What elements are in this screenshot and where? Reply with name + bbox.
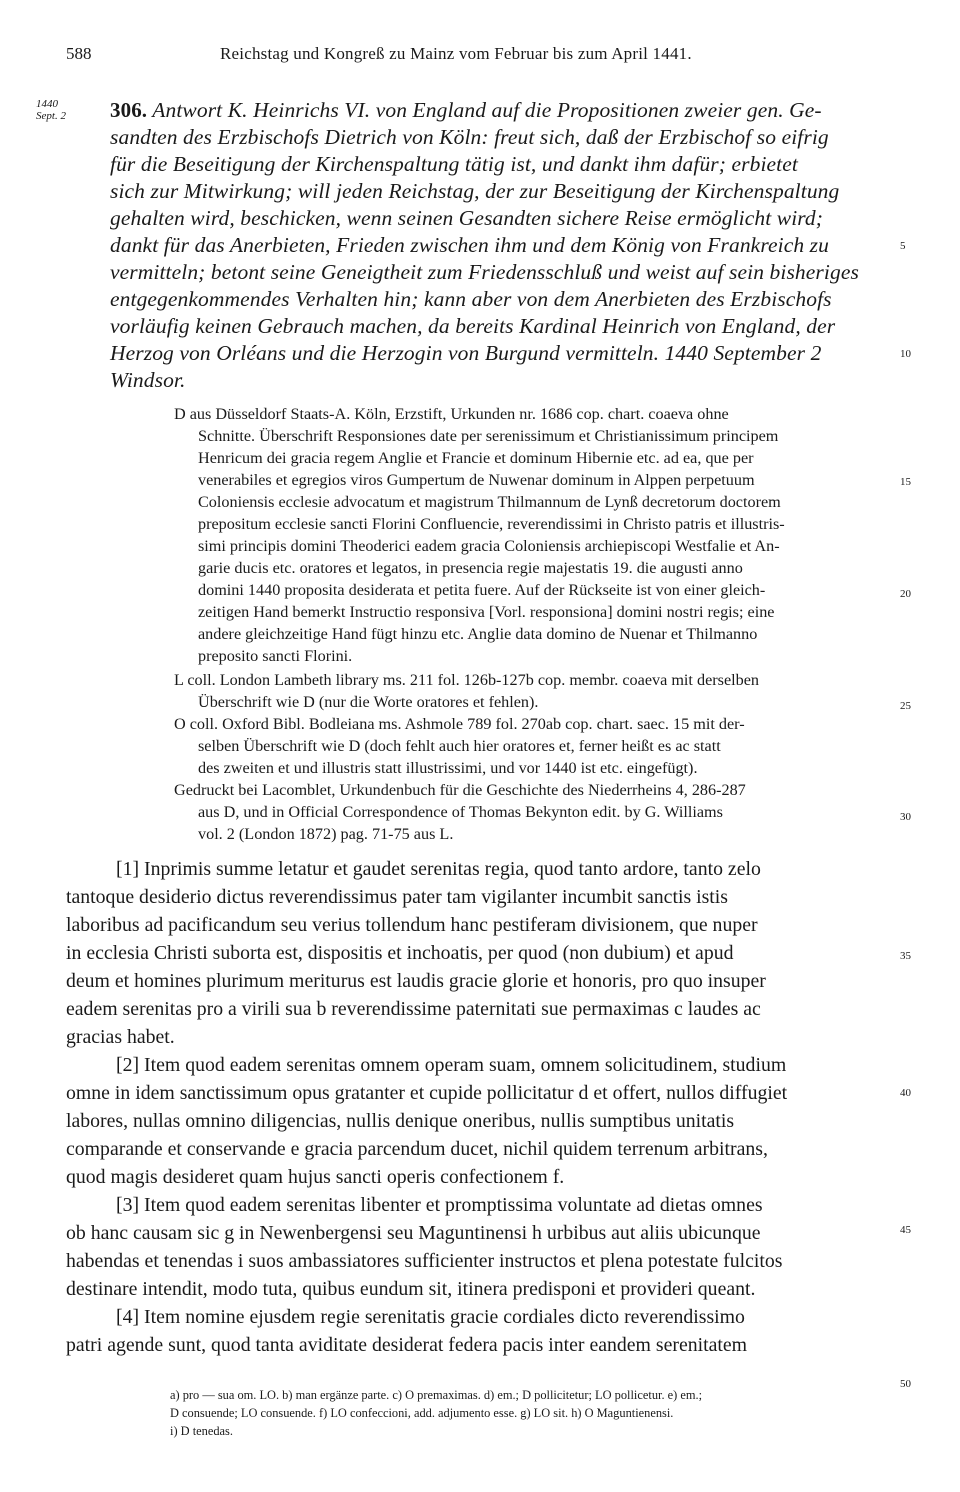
regest-line: sandten des Erzbischofs Dietrich von Köln: freut sich, daß der Erzbischof so eifrig xyxy=(110,125,829,149)
regest-line: vermitteln; betont seine Geneigtheit zum Friedensschluß und weist auf sein bisheriges xyxy=(110,260,859,284)
page-number: 588 xyxy=(66,44,92,63)
text-line: habendas et tenendas i suos ambassiatores sufficienter instructos et plena potestate fulcitos xyxy=(66,1250,783,1272)
line-number: 10 xyxy=(900,348,911,360)
regest-line: sich zur Mitwirkung; will jeden Reichstag, der zur Beseitigung der Kirchenspaltung xyxy=(110,179,840,203)
apparatus-line: Überschrift wie D (nur die Worte oratores et fehlen). xyxy=(198,693,539,711)
apparatus-line: venerabiles et egregios viros Gumpertum de Nuwenar dominum in Alppen perpetuum xyxy=(198,471,755,489)
regest-line: für die Beseitigung der Kirchenspaltung tätig ist, und dankt ihm dafür; erbietet xyxy=(110,152,798,176)
line-number: 20 xyxy=(900,588,911,600)
line-number: 30 xyxy=(900,811,911,823)
line-number: 15 xyxy=(900,476,911,488)
margin-month: Sept. 2 xyxy=(36,110,66,122)
apparatus-line: D aus Düsseldorf Staats-A. Köln, Erzstift, Urkunden nr. 1686 cop. chart. coaeva ohne xyxy=(174,405,729,423)
text-line: patri agende sunt, quod tanta aviditate desiderat federa pacis inter eandem serenitatem xyxy=(66,1334,748,1356)
text-line: ob hanc causam sic g in Newenbergensi seu Maguntinensi h urbibus aut aliis ubicunque xyxy=(66,1222,761,1244)
text-line: destinare intendit, modo tuta, quibus eundum sit, itinera predisponi et provideri queant. xyxy=(66,1278,756,1300)
apparatus-line: aus D, und in Official Correspondence of Thomas Bekynton edit. by G. Williams xyxy=(198,803,723,821)
regest-line-text: Antwort K. Heinrichs VI. von England auf die Propositionen zweier gen. Ge- xyxy=(152,98,822,122)
apparatus-line: zeitigen Hand bemerkt Instructio responsiva [Vorl. responsiona] domini nostri regis; eine xyxy=(198,603,775,621)
apparatus-line: vol. 2 (London 1872) pag. 71-75 aus L. xyxy=(198,825,454,843)
regest-line: gehalten wird, beschicken, wenn seinen Gesandten sichere Reise ermöglicht wird; xyxy=(110,206,824,230)
footnote-line: D consuende; LO consuende. f) LO confeccioni, add. adjumento esse. g) LO sit. h) O Maguntienensi. xyxy=(170,1406,674,1420)
apparatus-line: des zweiten et und illustris statt illustrissimi, und vor 1440 ist etc. eingefügt). xyxy=(198,759,698,777)
line-number: 35 xyxy=(900,950,911,962)
regest-line: dankt für das Anerbieten, Frieden zwischen ihm und dem König von Frankreich zu xyxy=(110,233,829,257)
regest-line: Herzog von Orléans und die Herzogin von Burgund vermitteln. 1440 September 2 xyxy=(110,341,822,365)
text-line: laboribus ad pacificandum seu verius tollendum hanc pestiferam divisionem, que nuper xyxy=(66,914,758,936)
regest-line xyxy=(110,98,822,123)
apparatus-line: prepositum ecclesie sancti Florini Confluencie, reverendissimi in Christo patris et illustris- xyxy=(198,515,785,533)
text-line: [1] Inprimis summe letatur et gaudet serenitas regia, quod tanto ardore, tanto zelo xyxy=(116,858,761,880)
apparatus-line: L coll. London Lambeth library ms. 211 fol. 126b-127b cop. membr. coaeva mit derselben xyxy=(174,671,760,689)
regest-line: Windsor. xyxy=(110,368,186,392)
text-line: labores, nullas omnino diligencias, nullis denique oneribus, nullis sumptibus unitatis xyxy=(66,1110,735,1132)
apparatus-line: garie ducis etc. oratores et legatos, in presencia regie majestatis 19. die augusti anno xyxy=(198,559,743,577)
regest-line: entgegenkommendes Verhalten hin; kann aber von dem Anerbieten des Erzbischofs xyxy=(110,287,832,311)
text-line: deum et homines plurimum meriturus est laudis gracie glorie et honoris, pro quo insuper xyxy=(66,970,766,992)
text-line: [4] Item nomine ejusdem regie serenitatis gracie cordiales dicto reverendissimo xyxy=(116,1306,745,1328)
text-line: omne in idem sanctissimum opus gratanter et cupide pollicitatur d et offert, nullos diffugiet xyxy=(66,1082,788,1104)
apparatus-line: Henricum dei gracia regem Anglie et Francie et dominum Hibernie etc. ad ea, que per xyxy=(198,449,754,467)
apparatus-line: selben Überschrift wie D (doch fehlt auch hier oratores et, ferner heißt es ac statt xyxy=(198,737,721,755)
text-line: [2] Item quod eadem serenitas omnem operam suam, omnem solicitudinem, studium xyxy=(116,1054,787,1076)
text-line: [3] Item quod eadem serenitas libenter et promptissima voluntate ad dietas omnes xyxy=(116,1194,763,1216)
regest-number: 306. xyxy=(110,98,148,122)
apparatus-line: Schnitte. Überschrift Responsiones date per serenissimum et Christianissimum principem xyxy=(198,427,779,445)
apparatus-line: preposito sancti Florini. xyxy=(198,647,353,665)
text-line: gracias habet. xyxy=(66,1026,175,1048)
text-line: comparande et conservande e gracia parcendum ducet, nichil quidem terrenum arbitrans, xyxy=(66,1138,768,1160)
text-line: eadem serenitas pro a virili sua b reverendissime paternitati sue permaximas c laudes ac xyxy=(66,998,761,1020)
apparatus-line: andere gleichzeitige Hand fügt hinzu etc. Anglie data domino de Nuenar et Thilmanno xyxy=(198,625,758,643)
footnote-line: i) D tenedas. xyxy=(170,1424,233,1438)
margin-year: 1440 xyxy=(36,98,58,110)
apparatus-line: simi principis domini Theoderici eadem gracia Coloniensis archiepiscopi Westfalie et An- xyxy=(198,537,780,555)
line-number: 45 xyxy=(900,1224,911,1236)
line-number: 5 xyxy=(900,240,906,252)
apparatus-line: Coloniensis ecclesie advocatum et magistrum Thilmannum de Lynß decretorum doctorem xyxy=(198,493,781,511)
line-number: 25 xyxy=(900,700,911,712)
footnote-line: a) pro — sua om. LO. b) man ergänze parte. c) O premaximas. d) em.; D pollicitetur; LO pollicetur. e) em.; xyxy=(170,1388,703,1402)
line-number: 40 xyxy=(900,1087,911,1099)
apparatus-line: Gedruckt bei Lacomblet, Urkundenbuch für die Geschichte des Niederrheins 4, 286-287 xyxy=(174,781,746,799)
line-number: 50 xyxy=(900,1378,911,1390)
regest-line: vorläufig keinen Gebrauch machen, da bereits Kardinal Heinrich von England, der xyxy=(110,314,836,338)
apparatus-line: domini 1440 proposita desiderata et petita fuere. Auf der Rückseite ist von einer gleich- xyxy=(198,581,766,599)
running-title: Reichstag und Kongreß zu Mainz vom Februar bis zum April 1441. xyxy=(220,44,692,63)
text-line: tantoque desiderio dictus reverendissimus pater tam vigilanter incumbit sanctis istis xyxy=(66,886,728,908)
page-header xyxy=(66,44,896,72)
apparatus-line: O coll. Oxford Bibl. Bodleiana ms. Ashmole 789 fol. 270ab cop. chart. saec. 15 mit der- xyxy=(174,715,745,733)
text-line: quod magis desideret quam hujus sancti operis confectionem f. xyxy=(66,1166,565,1188)
text-line: in ecclesia Christi suborta est, dispositis et inchoatis, per quod (non dubium) et apud xyxy=(66,942,734,964)
